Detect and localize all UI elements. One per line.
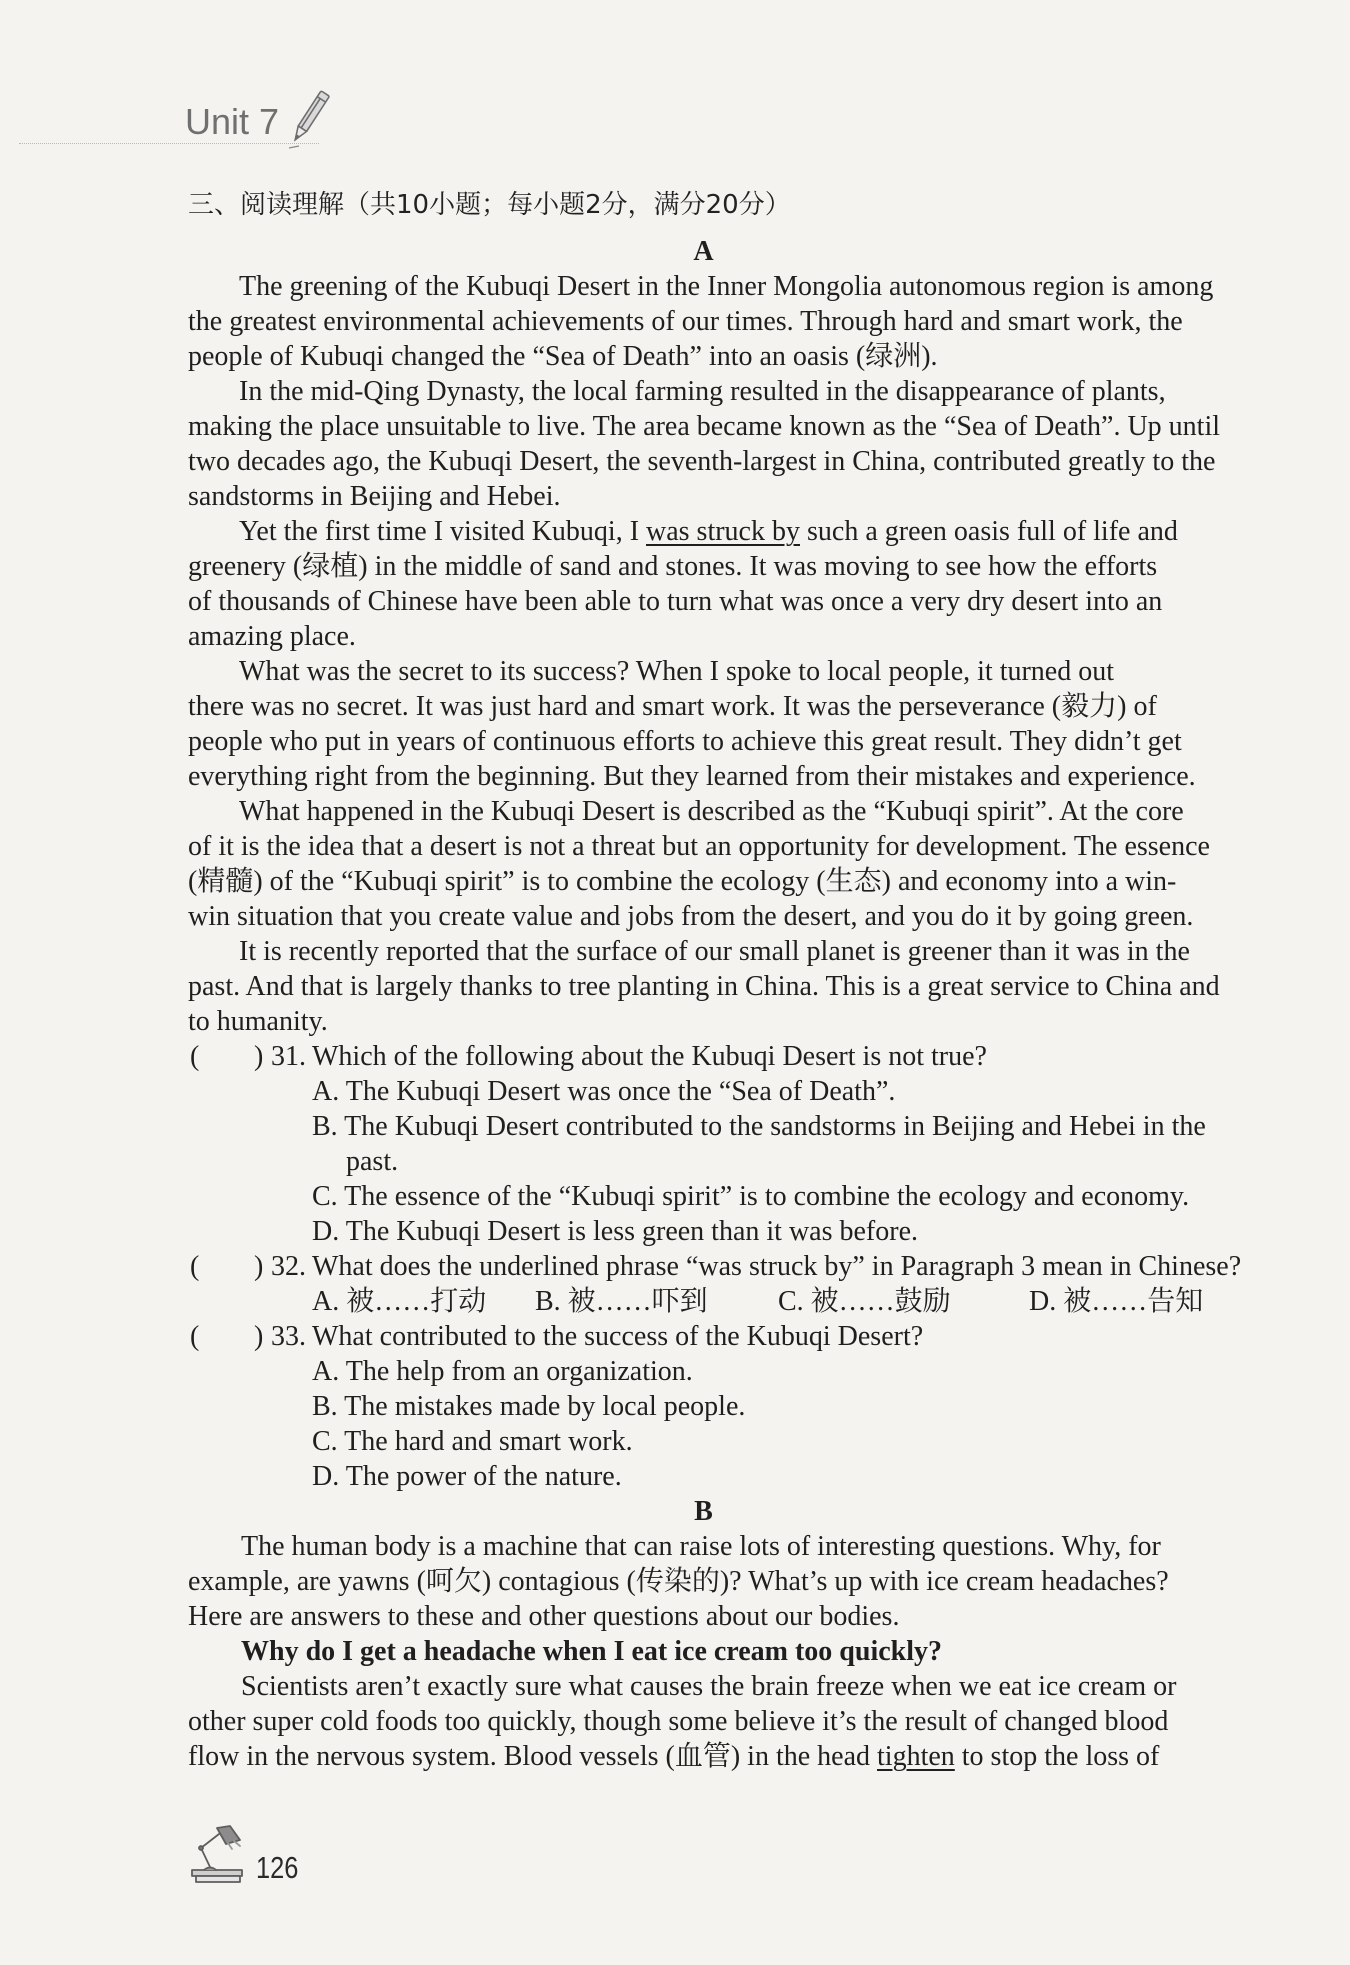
q32-options bbox=[188, 1284, 1219, 1319]
passage-a-p3-line-3: of thousands of Chinese have been able to turn what was once a very dry desert into an bbox=[188, 586, 1163, 617]
passage-a-p2-line-1: In the mid-Qing Dynasty, the local farming resulted in the disappearance of plants, bbox=[239, 376, 1166, 407]
answer-blank-open: ( bbox=[190, 1041, 200, 1072]
answer-blank-close: ) bbox=[254, 1251, 264, 1282]
q31-option-b: B. The Kubuqi Desert contributed to the sandstorms in Beijing and Hebei in the bbox=[312, 1111, 1206, 1142]
passage-b-p2-line-1: Scientists aren’t exactly sure what causes the brain freeze when we eat ice cream or bbox=[241, 1671, 1177, 1702]
q33-option-c: C. The hard and smart work. bbox=[312, 1426, 633, 1457]
passage-a-p3-line-1 bbox=[188, 514, 1219, 549]
underlined-word: tighten bbox=[877, 1741, 955, 1772]
q31-option-b-continuation: past. bbox=[346, 1146, 399, 1177]
p3-line-1-after: such a green oasis full of life and bbox=[800, 516, 1178, 547]
passage-a-p4-line-1: What was the secret to its success? When I spoke to local people, it turned out bbox=[239, 656, 1114, 687]
q32-option-d: D. 被……告知 bbox=[1029, 1286, 1204, 1317]
question-33 bbox=[188, 1319, 1219, 1354]
passage-a-p6-line-2: past. And that is largely thanks to tree planting in China. This is a great service to China and bbox=[188, 971, 1220, 1002]
unit-title: Unit 7 bbox=[185, 101, 280, 142]
question-text: What does the underlined phrase “was struck by” in Paragraph 3 mean in Chinese? bbox=[312, 1251, 1242, 1282]
q33-option-b: B. The mistakes made by local people. bbox=[312, 1391, 746, 1422]
passage-a-p3-line-2: greenery (绿植) in the middle of sand and stones. It was moving to see how the efforts bbox=[188, 551, 1158, 582]
p3-line-1-before: Yet the first time I visited Kubuqi, I bbox=[239, 516, 647, 547]
question-number: 33. bbox=[271, 1321, 306, 1352]
answer-blank-open: ( bbox=[190, 1321, 200, 1352]
passage-a-p1-line-2: the greatest environmental achievements of our times. Through hard and smart work, the bbox=[188, 306, 1183, 337]
passage-b-p1-line-2: example, are yawns (呵欠) contagious (传染的)? What’s up with ice cream headaches? bbox=[188, 1566, 1169, 1597]
question-number: 32. bbox=[271, 1251, 306, 1282]
passage-a-p5-line-2: of it is the idea that a desert is not a threat but an opportunity for development. The essence bbox=[188, 831, 1210, 862]
answer-blank-close: ) bbox=[254, 1041, 264, 1072]
section-title: 三、阅读理解（共10小题；每小题2分，满分20分） bbox=[188, 190, 791, 220]
answer-blank-close: ) bbox=[254, 1321, 264, 1352]
q33-option-d: D. The power of the nature. bbox=[312, 1461, 622, 1492]
passage-a-p4-line-3: people who put in years of continuous efforts to achieve this great result. They didn’t get bbox=[188, 726, 1182, 757]
p2-line-3-after: to stop the loss of bbox=[954, 1741, 1160, 1772]
header-divider bbox=[19, 143, 319, 144]
answer-blank-open: ( bbox=[190, 1251, 200, 1282]
underlined-phrase: was struck by bbox=[646, 516, 800, 547]
q32-option-b: B. 被……吓到 bbox=[535, 1286, 708, 1317]
passage-a-p5-line-1: What happened in the Kubuqi Desert is described as the “Kubuqi spirit”. At the core bbox=[239, 796, 1184, 827]
q31-option-d: D. The Kubuqi Desert is less green than it was before. bbox=[312, 1216, 918, 1247]
question-31 bbox=[188, 1039, 1219, 1074]
reading-content bbox=[188, 234, 1242, 1774]
passage-a-p4-line-2: there was no secret. It was just hard and smart work. It was the perseverance (毅力) of bbox=[188, 691, 1157, 722]
q32-option-c: C. 被……鼓励 bbox=[778, 1286, 951, 1317]
desk-lamp-icon bbox=[188, 1822, 246, 1884]
passage-a-p6-line-1: It is recently reported that the surface of our small planet is greener than it was in the bbox=[239, 936, 1190, 967]
passage-a-p6-line-3: to humanity. bbox=[188, 1006, 328, 1037]
passage-a-label: A bbox=[693, 236, 714, 267]
question-text: Which of the following about the Kubuqi Desert is not true? bbox=[312, 1041, 987, 1072]
passage-a-p4-line-4: everything right from the beginning. But they learned from their mistakes and experience. bbox=[188, 761, 1196, 792]
q31-option-a: A. The Kubuqi Desert was once the “Sea of Death”. bbox=[312, 1076, 896, 1107]
passage-b-subheading: Why do I get a headache when I eat ice cream too quickly? bbox=[241, 1636, 942, 1667]
question-text: What contributed to the success of the Kubuqi Desert? bbox=[312, 1321, 924, 1352]
passage-b-p2-line-2: other super cold foods too quickly, though some believe it’s the result of changed blood bbox=[188, 1706, 1169, 1737]
question-number: 31. bbox=[271, 1041, 306, 1072]
question-32 bbox=[188, 1249, 1242, 1284]
page-number: 126 bbox=[256, 1850, 299, 1885]
passage-a-p2-line-2: making the place unsuitable to live. The area became known as the “Sea of Death”. Up until bbox=[188, 411, 1221, 442]
passage-a-p1-line-1: The greening of the Kubuqi Desert in the Inner Mongolia autonomous region is among bbox=[239, 271, 1214, 302]
passage-a-p5-line-3: (精髓) of the “Kubuqi spirit” is to combine the ecology (生态) and economy into a win- bbox=[188, 866, 1177, 897]
passage-b-p1-line-3: Here are answers to these and other questions about our bodies. bbox=[188, 1601, 900, 1632]
passage-a-p1-line-3: people of Kubuqi changed the “Sea of Death” into an oasis (绿洲). bbox=[188, 341, 938, 372]
p2-line-3-before: flow in the nervous system. Blood vessels (血管) in the head bbox=[188, 1741, 878, 1772]
passage-b-p2-line-3 bbox=[188, 1739, 1219, 1774]
passage-a-p2-line-4: sandstorms in Beijing and Hebei. bbox=[188, 481, 561, 512]
passage-b-label: B bbox=[694, 1496, 713, 1527]
passage-b-p1-line-1: The human body is a machine that can raise lots of interesting questions. Why, for bbox=[241, 1531, 1161, 1562]
q31-option-c: C. The essence of the “Kubuqi spirit” is to combine the ecology and economy. bbox=[312, 1181, 1190, 1212]
q32-option-a: A. 被……打动 bbox=[312, 1286, 487, 1317]
passage-a-p3-line-4: amazing place. bbox=[188, 621, 356, 652]
passage-a-p2-line-3: two decades ago, the Kubuqi Desert, the seventh-largest in China, contributed greatly to the bbox=[188, 446, 1216, 477]
q33-option-a: A. The help from an organization. bbox=[312, 1356, 693, 1387]
passage-a-p5-line-4: win situation that you create value and jobs from the desert, and you do it by going green. bbox=[188, 901, 1194, 932]
